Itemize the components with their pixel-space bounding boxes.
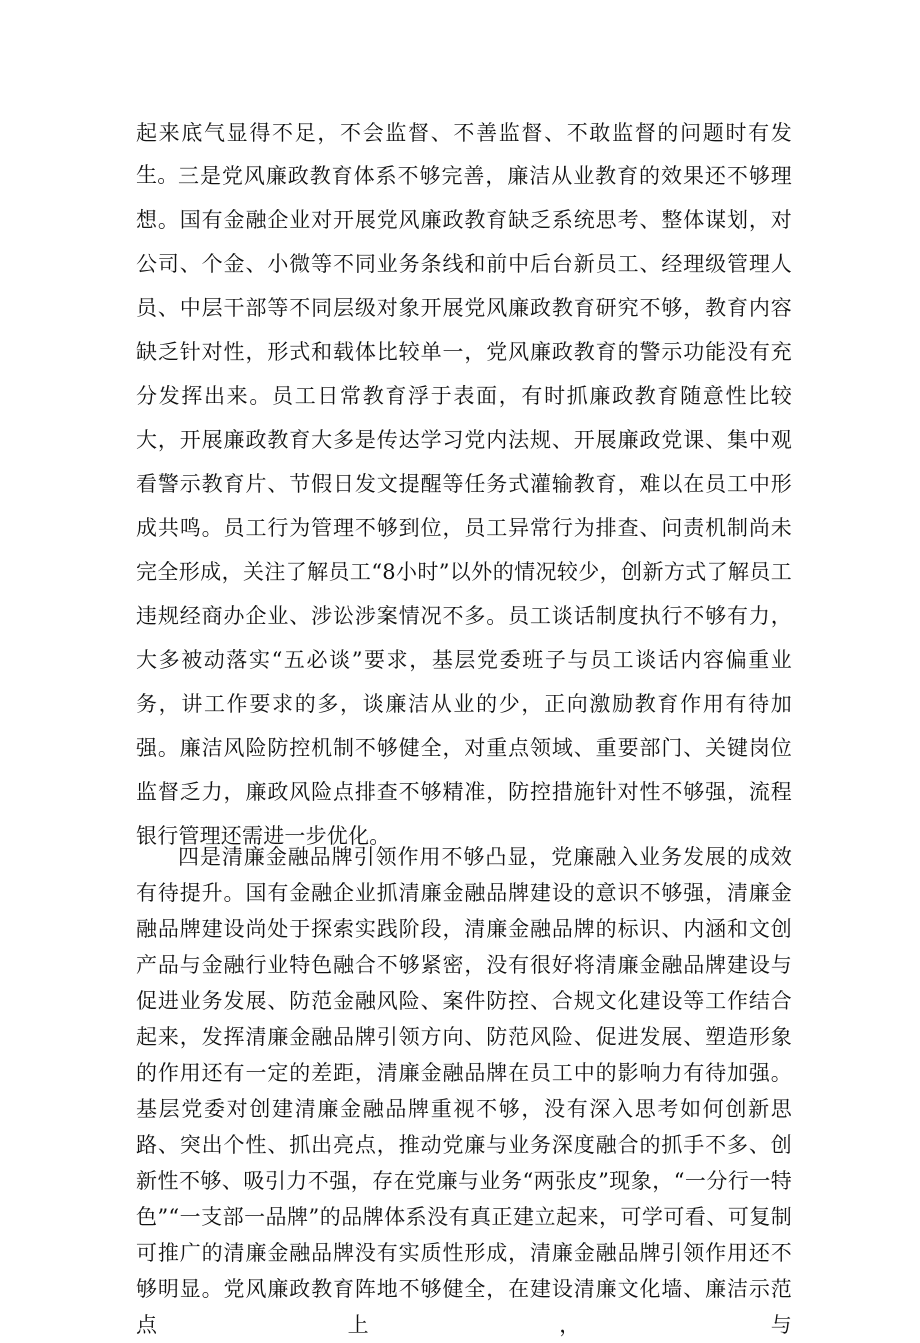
paragraph-point-three: 三是党风廉政教育体系不够完善，廉洁从业教育的效果还不够理想。国有金融企业对开展党风廉政教育缺乏系统思考、整体谋划，对公司、个金、小微等不同业务条线和前中后台新员工、经理级管理人员、中层干部等不同层级对象开展党风廉政教育研究不够，教育内容缺乏针对性，形式和载体比较单一，党风廉政教育的警示功能没有充分发挥出来。员工日常教育浮于表面，有时抓廉政教育随意性比较大，开展廉政教育大多是传达学习党内法规、开展廉政党课、集中观看警示教育片、节假日发文提醒等任务式灌输教育，难以在员工中形成共鸣。员工行为管理不够到位，员工异常行为排查、问责机制尚未完全形成，关注了解员工“8小时”以外的情况较少，创新方式了解员工违规经商办企业、涉讼涉案情况不多。员工谈话制度执行不够有力，大多被动落实“五必谈”要求，基层党委班子与员工谈话内容偏重业务，讲工作要求的多，谈廉洁从业的少，正向激励教育作用有待加强。廉洁风险防控机制不够健全，对重点领域、重要部门、关键岗位监督乏力，廉政风险点排查不够精准，防控措施针对性不够强，流程银行管理还需进一步优化。 — [136, 164, 792, 848]
paragraph-continuation: 起来底气显得不足，不会监督、不善监督、不敢监督的问题时有发生。 — [136, 121, 792, 187]
paragraph-point-four: 四是清廉金融品牌引领作用不够凸显，党廉融入业务发展的成效有待提升。国有金融企业抓清廉金融品牌建设的意识不够强，清廉金融品牌建设尚处于探索实践阶段，清廉金融品牌的标识、内涵和文创产品与金融行业特色融合不够紧密，没有很好将清廉金融品牌建设与促进业务发展、防范金融风险、案件防控、合规文化建设等工作结合起来，发挥清廉金融品牌引领方向、防范风险、促进发展、塑造形象的作用还有一定的差距，清廉金融品牌在员工中的影响力有待加强。基层党委对创建清廉金融品牌重视不够，没有深入思考如何创新思路、突出个性、抓出亮点，推动党廉与业务深度融合的抓手不多、创新性不够、吸引力不强，存在党廉与业务“两张皮”现象，“一分行一特色”“一支部一品牌”的品牌体系没有真正建立起来，可学可看、可复制可推广的清廉金融品牌没有实质性形成，清廉金融品牌引领作用还不够明显。党风廉政教育阵地不够健全，在建设清廉文化墙、廉洁示范点上，与 — [136, 845, 792, 1337]
